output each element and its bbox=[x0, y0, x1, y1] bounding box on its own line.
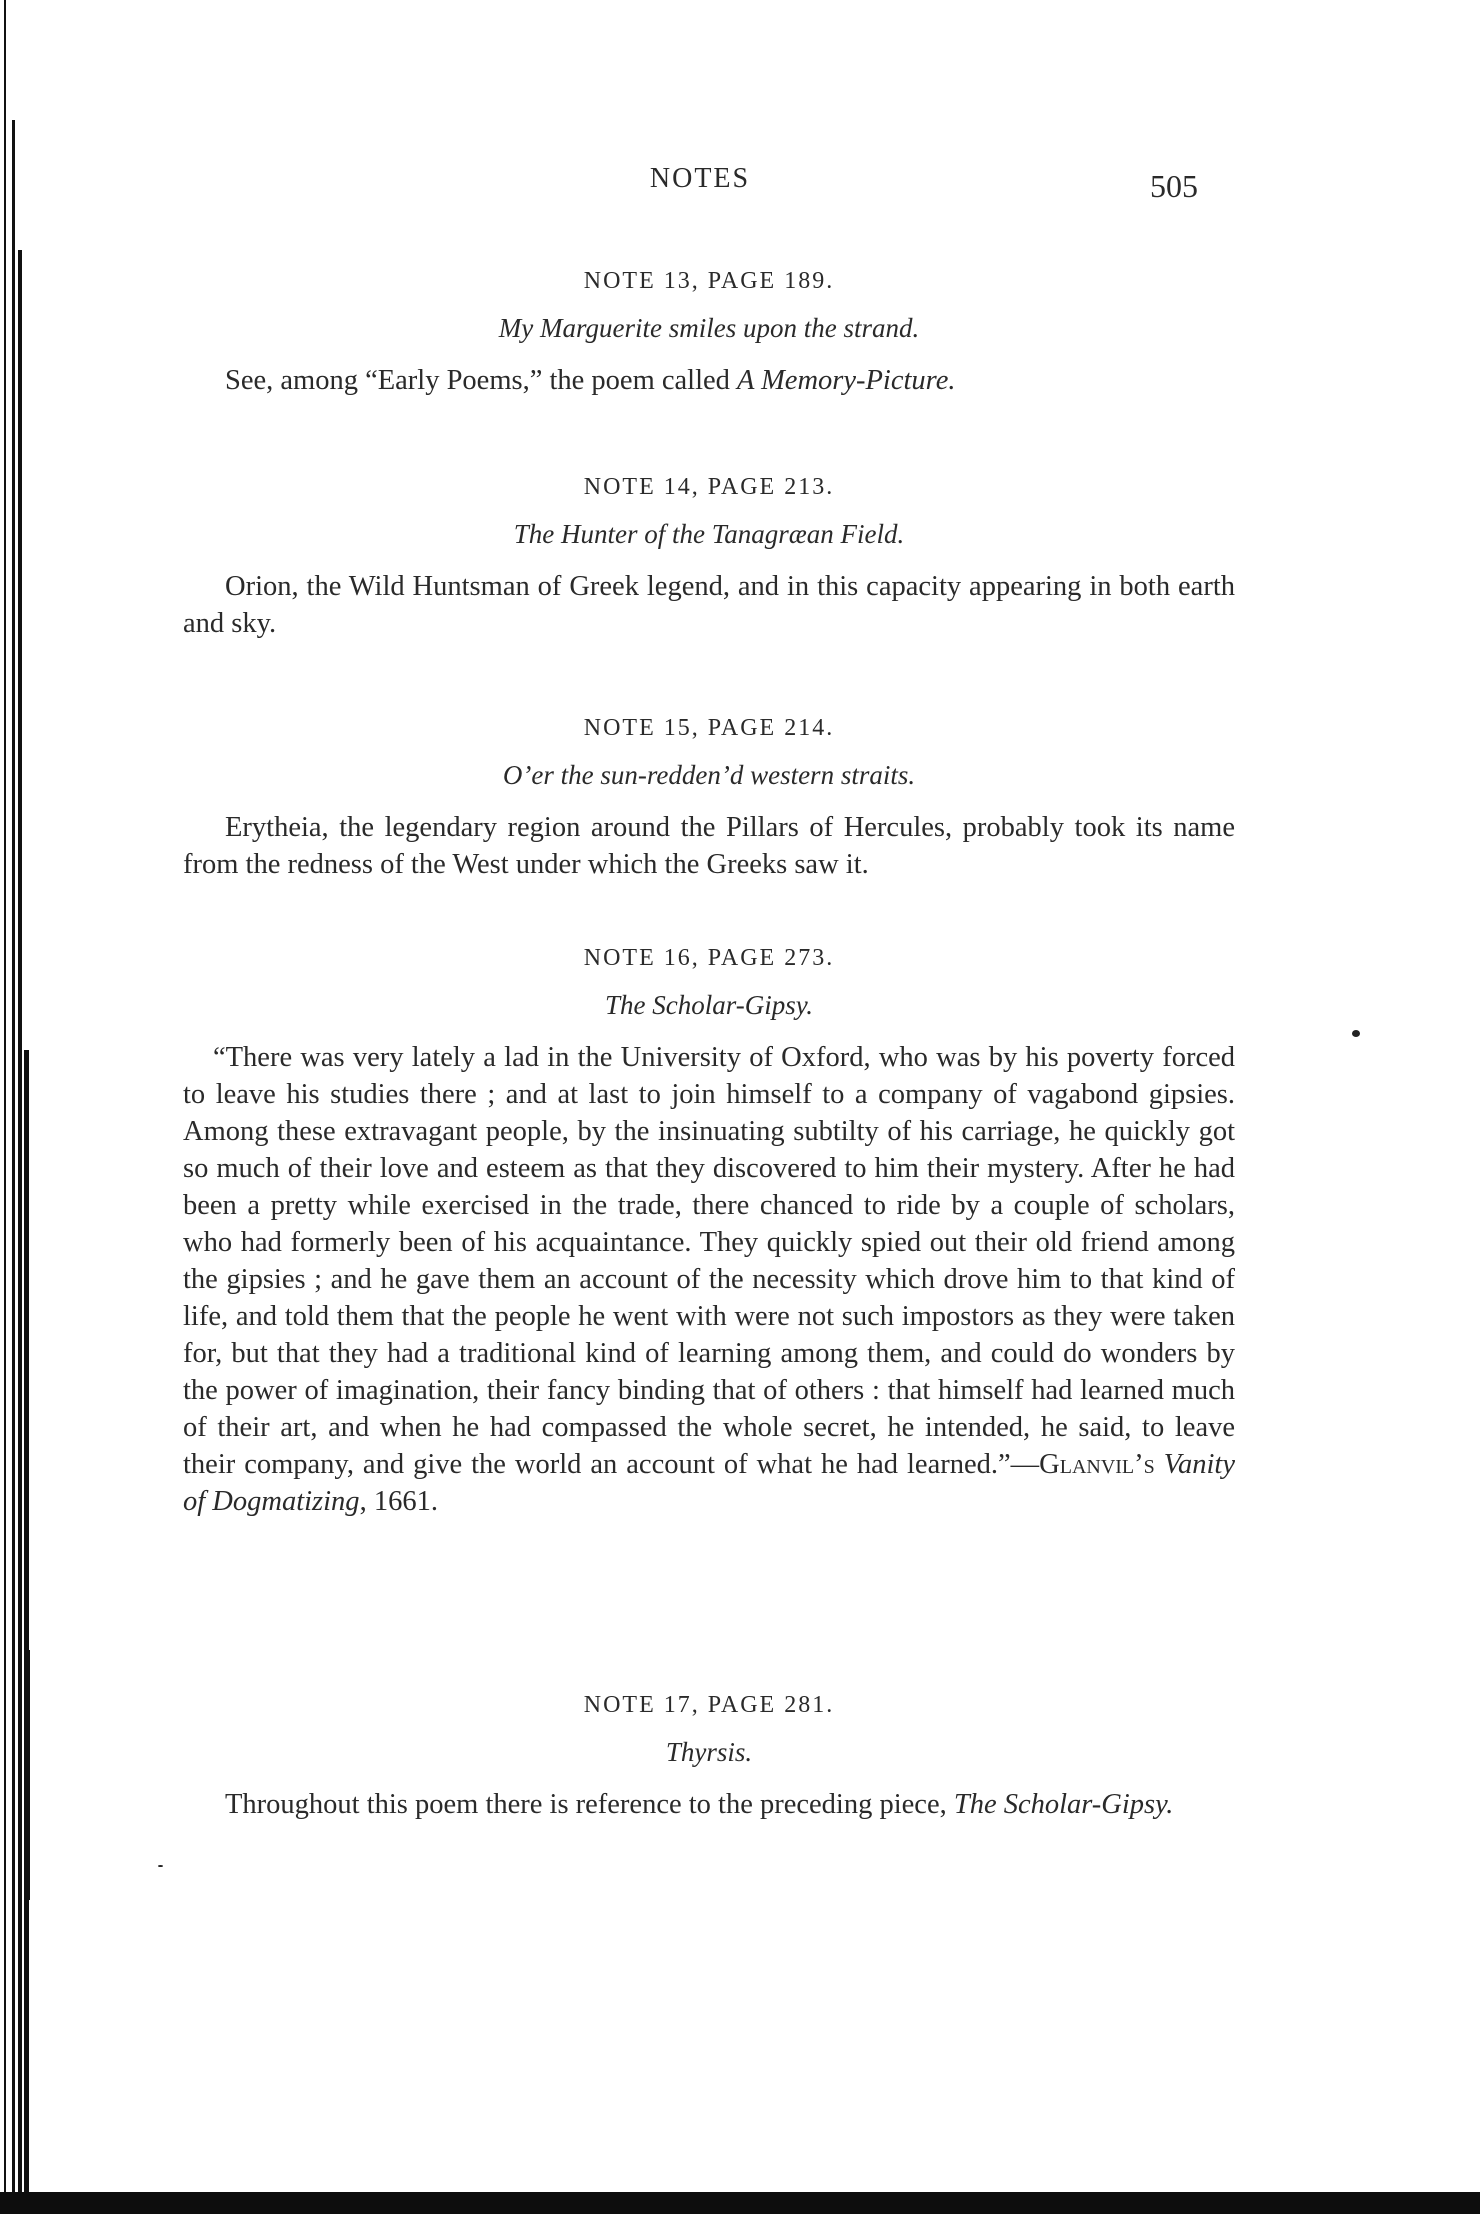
note-heading: NOTE 16, PAGE 273. bbox=[583, 945, 835, 971]
note-13 bbox=[183, 268, 1235, 399]
ink-speck bbox=[1352, 1030, 1360, 1037]
quote-author: Glanvil’s bbox=[1039, 1449, 1155, 1480]
note-text: See, among “Early Poems,” the poem called A Memory-Picture. bbox=[225, 365, 956, 396]
note-text: Throughout this poem there is reference to the preceding piece, The Scholar-Gipsy. bbox=[225, 1789, 1174, 1820]
ink-speck bbox=[158, 1865, 163, 1867]
note-text: Orion, the Wild Huntsman of Greek legend, and in this capacity appearing in both earth and sky. bbox=[183, 571, 1235, 639]
note-subtitle: Thyrsis. bbox=[665, 1737, 753, 1767]
note-subtitle: The Scholar-Gipsy. bbox=[605, 990, 813, 1020]
note-subtitle: My Marguerite smiles upon the strand. bbox=[498, 313, 920, 343]
page-number: 505 bbox=[1150, 168, 1198, 204]
page-bottom-edge bbox=[0, 2192, 1480, 2214]
note-14 bbox=[183, 474, 1235, 642]
note-text: Erytheia, the legendary region around the Pillars of Hercules, probably took its name from the redness of the West under which the Greeks saw it. bbox=[183, 812, 1235, 880]
note-quote: “There was very lately a lad in the University of Oxford, who was by his poverty forced to leave his studies there ; and at last to join himself to a company of vagabond gipsies. Among these extravagant people, by the insinuating subtilty of his carriage, he quickly got so much of their love and esteem as that they discovered to him their mystery. After he had been a pretty while exercised in the trade, there chanced to ride by a couple of scholars, who had formerly been of his acquaintance. They quickly spied out their old friend among the gipsies ; and he gave them an account of the necessity which drove him to that kind of life, and told them that the people he went with were not such impostors as they were taken for, but that they had a traditional kind of learning among them, and could do wonders by the power of imagination, their fancy binding that of others : that himself had learned much of their art, and when he had compassed the whole secret, he intended, he said, to leave their company, and give the world an account of what he had learned.”—Glanvil’s Vanity of Dogmatizing, 1661. bbox=[183, 1042, 1235, 1517]
note-heading: NOTE 14, PAGE 213. bbox=[583, 474, 835, 500]
note-16 bbox=[183, 945, 1235, 1520]
quote-work: Vanity of Dogmatizing bbox=[183, 1449, 1235, 1517]
binding-gutter bbox=[0, 0, 30, 2214]
running-head: NOTES bbox=[649, 163, 751, 194]
note-subtitle: The Hunter of the Tanagræan Field. bbox=[513, 519, 905, 549]
note-subtitle: O’er the sun-redden’d western straits. bbox=[502, 760, 916, 790]
note-heading: NOTE 17, PAGE 281. bbox=[583, 1692, 835, 1718]
note-heading: NOTE 13, PAGE 189. bbox=[583, 268, 835, 294]
note-heading: NOTE 15, PAGE 214. bbox=[583, 715, 835, 741]
note-17 bbox=[183, 1692, 1235, 1823]
note-15 bbox=[183, 715, 1235, 883]
